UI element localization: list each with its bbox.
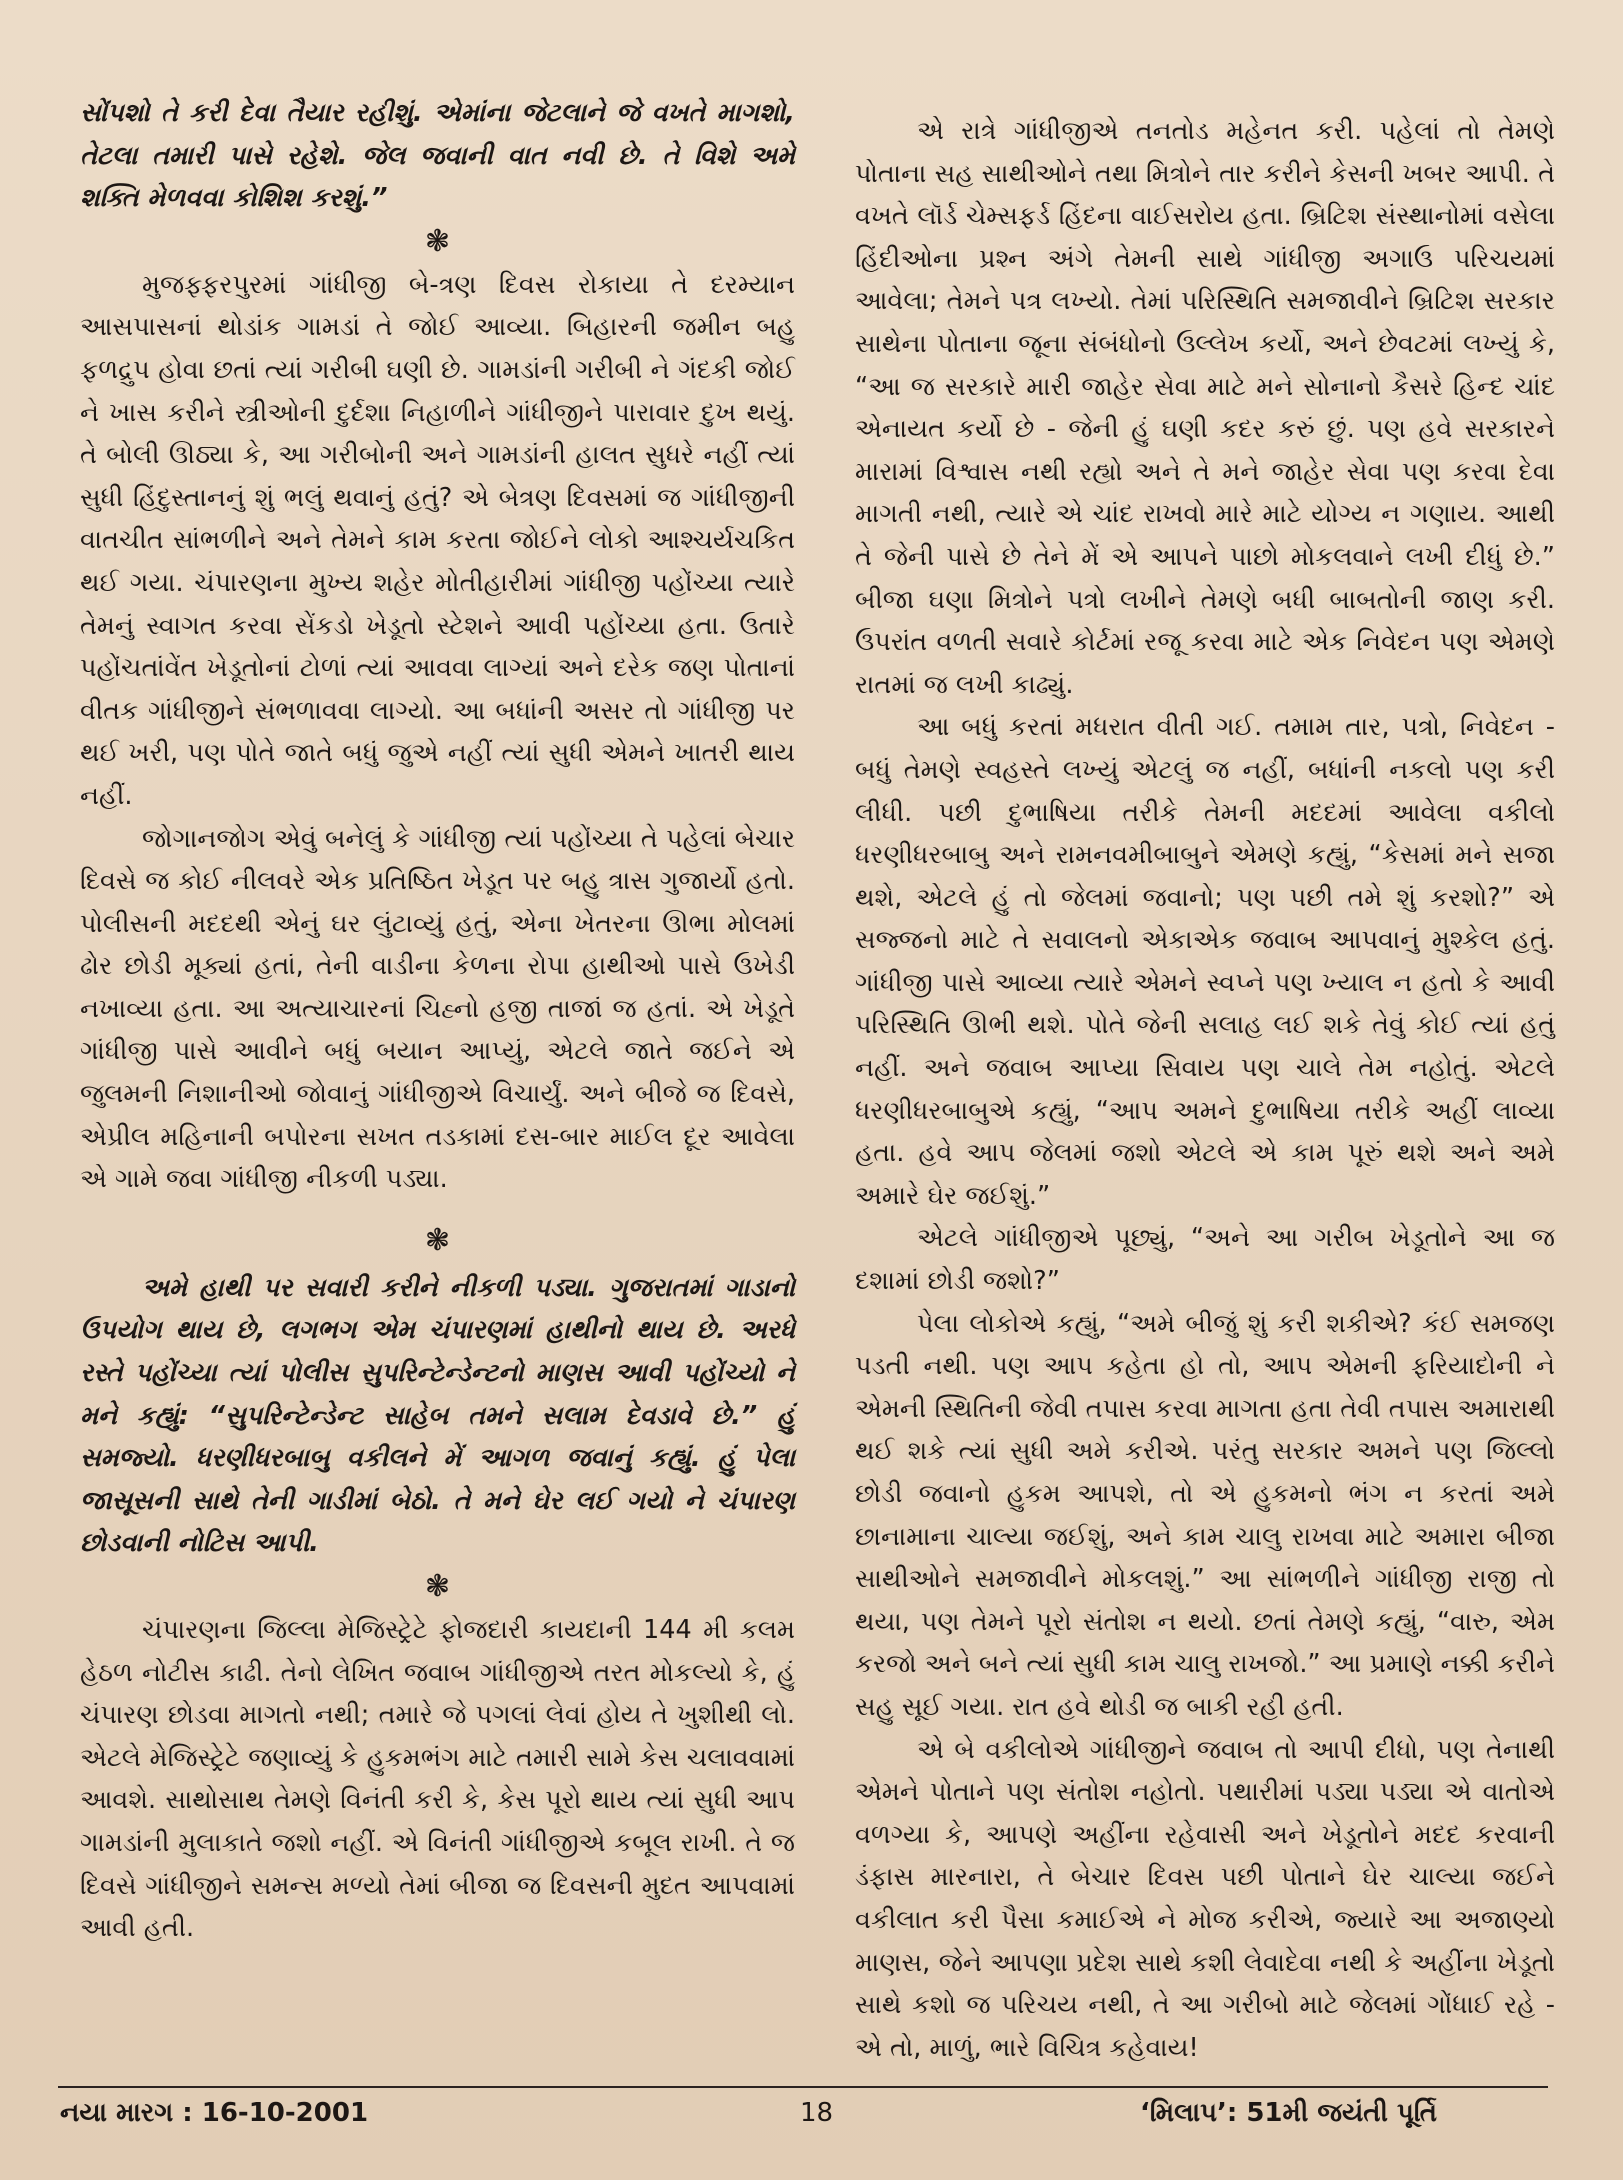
paragraph: મુજફ્ફરપુરમાં ગાંધીજી બે-ત્રણ દિવસ રોકાયા તે દરમ્યાન આસપાસનાં થોડાંક ગામડાં તે જોઈ આવ્યા. બિહારની જમીન બહુ ફળદ્રુપ હોવા છતાં ત્યાં ગરીબી ઘણી છે. ગામડાંની ગરીબી ને ગંદકી જોઈ ને ખાસ કરીને સ્ત્રીઓની દુર્દશા નિહાળીને ગાંધીજીને પારાવાર દુખ થયું. તે બોલી ઊઠ્યા કે, આ ગરીબોની અને ગામડાંની હાલત સુધરે નહીં ત્યાં સુધી હિંદુસ્તાનનું શું ભલું થવાનું હતું? એ બેત્રણ દિવસમાં જ ગાંધીજીની વાતચીત સાંભળીને અને તેમને કામ કરતા જોઈને લોકો આશ્ચર્યચકિત થઈ ગયા. ચંપારણના મુખ્ય શહેર મોતીહારીમાં ગાંધીજી પહોંચ્યા ત્યારે તેમનું સ્વાગત કરવા સેંકડો ખેડૂતો સ્ટેશને આવી પહોંચ્યા હતા. ઉતારે પહોંચતાંવેંત ખેડૂતોનાં ટોળાં ત્યાં આવવા લાગ્યાં અને દરેક જણ પોતાનાં વીતક ગાંધીજીને સંભળાવવા લાગ્યો. આ બધાંની અસર તો ગાંધીજી પર થઈ ખરી, પણ પોતે જાતે બધું જુએ નહીં ત્યાં સુધી એમને ખાતરી થાય નહીં. [80, 269, 795, 811]
footer-supplement-title: ‘મિલાપ’: 51મી જયંતી પૂર્તિ [1140, 2098, 1437, 2128]
paragraph: ચંપારણના જિલ્લા મેજિસ્ટ્રેટે ફોજદારી કાયદાની 144 મી કલમ હેઠળ નોટીસ કાઢી. તેનો લેખિત જવાબ ગાંધીજીએ તરત મોકલ્યો કે, હું ચંપારણ છોડવા માગતો નથી; તમારે જે પગલાં લેવાં હોય તે ખુશીથી લો. એટલે મેજિસ્ટ્રેટે જણાવ્યું કે હુકમભંગ માટે તમારી સામે કેસ ચલાવવામાં આવશે. સાથોસાથ તેમણે વિનંતી કરી કે, કેસ પૂરો થાય ત્યાં સુધી આપ ગામડાંની મુલાકાતે જશો નહીં. એ વિનંતી ગાંધીજીએ કબૂલ રાખી. તે જ દિવસે ગાંધીજીને સમન્સ મળ્યો તેમાં બીજા જ દિવસની મુદત આપવામાં આવી હતી. [80, 1615, 795, 1944]
page-number: 18 [800, 2098, 834, 2128]
paragraph: આ બધું કરતાં મધરાત વીતી ગઈ. તમામ તાર, પત્રો, નિવેદન - બધું તેમણે સ્વહસ્તે લખ્યું એટલું જ નહીં, બધાંની નકલો પણ કરી લીધી. પછી દુભાષિયા તરીકે તેમની મદદમાં આવેલા વકીલો ધરણીધરબાબુ અને રામનવમીબાબુને એમણે કહ્યું, “કેસમાં મને સજા થશે, એટલે હું તો જેલમાં જવાનો; પણ પછી તમે શું કરશો?” એ સજ્જનો માટે તે સવાલનો એકાએક જવાબ આપવાનું મુશ્કેલ હતું. ગાંધીજી પાસે આવ્યા ત્યારે એમને સ્વપ્ને પણ ખ્યાલ ન હતો કે આવી પરિસ્થિતિ ઊભી થશે. પોતે જેની સલાહ લઈ શકે તેવું કોઈ ત્યાં હતું નહીં. અને જવાબ આપ્યા સિવાય પણ ચાલે તેમ નહોતું. એટલે ધરણીધરબાબુએ કહ્યું, “આપ અમને દુભાષિયા તરીકે અહીં લાવ્યા હતા. હવે આપ જેલમાં જશો એટલે એ કામ પૂરું થશે અને અમે અમારે ઘેર જઈશું.” [855, 712, 1555, 1211]
paragraph: જોગાનજોગ એવું બનેલું કે ગાંધીજી ત્યાં પહોંચ્યા તે પહેલાં બેચાર દિવસે જ કોઈ નીલવરે એક પ્રતિષ્ઠિત ખેડૂત પર બહુ ત્રાસ ગુજાર્યો હતો. પોલીસની મદદથી એનું ઘર લુંટાવ્યું હતું, એના ખેતરના ઊભા મોલમાં ઢોર છોડી મૂક્યાં હતાં, તેની વાડીના કેળના રોપા હાથીઓ પાસે ઉખેડી નખાવ્યા હતા. આ અત્યાચારનાં ચિહ્નો હજી તાજાં જ હતાં. એ ખેડૂતે ગાંધીજી પાસે આવીને બધું બયાન આપ્યું, એટલે જાતે જઈને એ જુલમની નિશાનીઓ જોવાનું ગાંધીજીએ વિચાર્યું. અને બીજે જ દિવસે, એપ્રીલ મહિનાની બપોરના સખત તડકામાં દસ-બાર માઈલ દૂર આવેલા એ ગામે જવા ગાંધીજી નીકળી પડ્યા. [80, 823, 795, 1195]
footer-publication-date: નયા મારગ : 16-10-2001 [60, 2098, 369, 2128]
paragraph: એ બે વકીલોએ ગાંધીજીને જવાબ તો આપી દીધો, પણ તેનાથી એમને પોતાને પણ સંતોશ નહોતો. પથારીમાં પડ્યા પડ્યા એ વાતોએ વળગ્યા કે, આપણે અહીંના રહેવાસી અને ખેડૂતોને મદદ કરવાની ડંફાસ મારનારા, તે બેચાર દિવસ પછી પોતાને ઘેર ચાલ્યા જઈને વકીલાત કરી પૈસા કમાઈએ ને મોજ કરીએ, જ્યારે આ અજાણ્યો માણસ, જેને આપણા પ્રદેશ સાથે કશી લેવાદેવા નથી કે અહીંના ખેડૂતો સાથે કશો જ પરિચય નથી, તે આ ગરીબો માટે જેલમાં ગોંધાઈ રહે - એ તો, માળું, ભારે વિચિત્ર કહેવાય! [855, 1734, 1555, 2063]
section-separator-ornament: ❃ [424, 1222, 451, 1258]
paragraph: એ રાત્રે ગાંધીજીએ તનતોડ મહેનત કરી. પહેલાં તો તેમણે પોતાના સહ સાથીઓને તથા મિત્રોને તાર કરીને કેસની ખબર આપી. તે વખતે લૉર્ડ ચેમ્સફર્ડ હિંદના વાઈસરોય હતા. બ્રિટિશ સંસ્થાનોમાં વસેલા હિંદીઓના પ્રશ્ન અંગે તેમની સાથે ગાંધીજી અગાઉ પરિચયમાં આવેલા; તેમને પત્ર લખ્યો. તેમાં પરિસ્થિતિ સમજાવીને બ્રિટિશ સરકાર સાથેના પોતાના જૂના સંબંધોનો ઉલ્લેખ કર્યો, અને છેવટમાં લખ્યું કે, “આ જ સરકારે મારી જાહેર સેવા માટે મને સોનાનો કૈસરે હિન્દ ચાંદ એનાયત કર્યો છે - જેની હું ઘણી કદર કરું છું. પણ હવે સરકારને મારામાં વિશ્વાસ નથી રહ્યો અને તે મને જાહેર સેવા પણ કરવા દેવા માગતી નથી, ત્યારે એ ચાંદ રાખવો મારે માટે યોગ્ય ન ગણાય. આથી તે જેની પાસે છે તેને મેં એ આપને પાછો મોકલવાને લખી દીધું છે.” બીજા ઘણા મિત્રોને પત્રો લખીને તેમણે બધી બાબતોની જાણ કરી. ઉપરાંત વળતી સવારે કોર્ટમાં રજૂ કરવા માટે એક નિવેદન પણ એમણે રાતમાં જ લખી કાઢ્યું. [855, 116, 1555, 700]
section-separator-ornament: ❃ [424, 1569, 451, 1604]
footer-divider [58, 2086, 1548, 2088]
paragraph: એટલે ગાંધીજીએ પૂછ્યું, “અને આ ગરીબ ખેડૂતોને આ જ દશામાં છોડી જશો?” [855, 1223, 1555, 1297]
paragraph: પેલા લોકોએ કહ્યું, “અમે બીજું શું કરી શકીએ? કંઈ સમજણ પડતી નથી. પણ આપ કહેતા હો તો, આપ એમની ફરિયાદોની ને એમની સ્થિતિની જેવી તપાસ કરવા માગતા હતા તેવી તપાસ અમારાથી થઈ શકે ત્યાં સુધી અમે કરીએ. પરંતુ સરકાર અમને પણ જિલ્લો છોડી જવાનો હુકમ આપશે, તો એ હુકમનો ભંગ ન કરતાં અમે છાનામાના ચાલ્યા જઈશું, અને કામ ચાલુ રાખવા માટે અમારા બીજા સાથીઓને સમજાવીને મોકલશું.” આ સાંભળીને ગાંધીજી રાજી તો થયા, પણ તેમને પૂરો સંતોશ ન થયો. છતાં તેમણે કહ્યું, “વારુ, એમ કરજો અને બને ત્યાં સુધી કામ ચાલુ રાખજો.” આ પ્રમાણે નક્કી કરીને સહુ સૂઈ ગયા. રાત હવે થોડી જ બાકી રહી હતી. [855, 1308, 1555, 1722]
section-separator-ornament: ❃ [424, 223, 451, 259]
right-column [855, 110, 1555, 2069]
left-column [80, 92, 795, 1950]
quote-paragraph-top: સોંપશો તે કરી દેવા તૈયાર રહીશું. એમાંના જેટલાને જે વખતે માગશો, તેટલા તમારી પાસે રહેશે. જેલ જવાની વાત નવી છે. તે વિશે અમે શક્તિ મેળવવા કોશિશ કરશું.” [80, 98, 795, 214]
quote-paragraph-elephant: અમે હાથી પર સવારી કરીને નીકળી પડ્યા. ગુજરાતમાં ગાડાનો ઉપયોગ થાય છે, લગભગ એમ ચંપારણમાં હાથીનો થાય છે. અરધે રસ્તે પહોંચ્યા ત્યાં પોલીસ સુપરિન્ટેન્ડેન્ટનો માણસ આવી પહોંચ્યો ને મને કહ્યું: “સુપરિન્ટેન્ડેન્ટ સાહેબ તમને સલામ દેવડાવે છે.” હું સમજ્યો. ધરણીધરબાબુ વકીલને મેં આગળ જવાનું કહ્યું. હું પેલા જાસૂસની સાથે તેની ગાડીમાં બેઠો. તે મને ઘેર લઈ ગયો ને ચંપારણ છોડવાની નોટિસ આપી. [80, 1272, 795, 1559]
